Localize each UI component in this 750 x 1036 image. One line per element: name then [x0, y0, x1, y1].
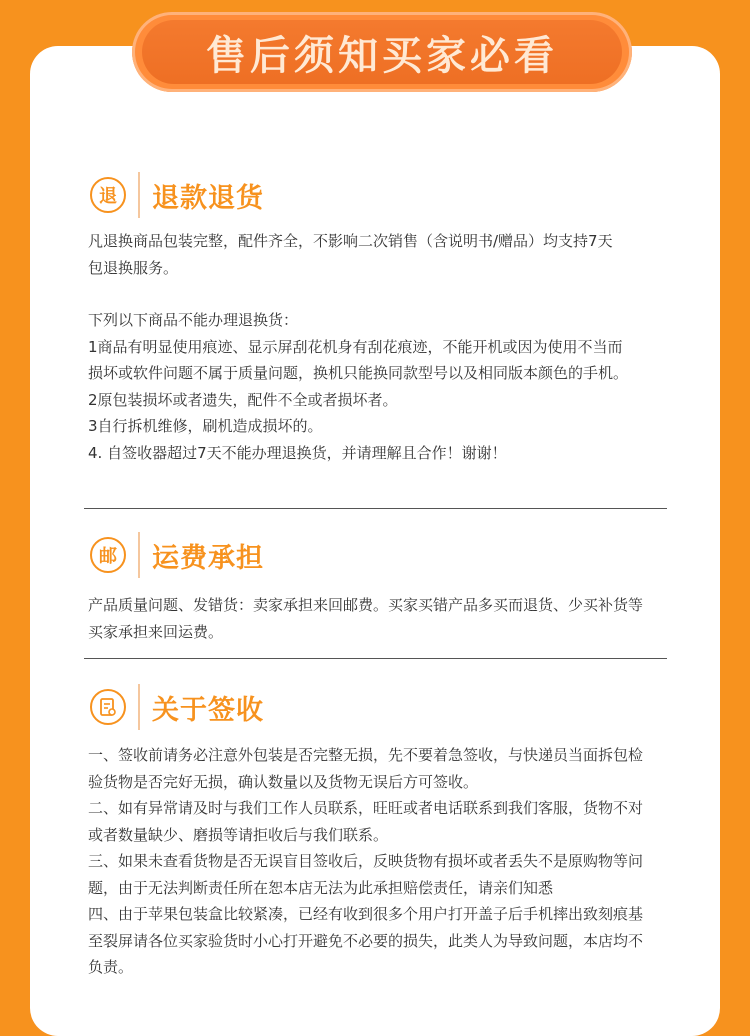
text-line: 3自行拆机维修，刷机造成损坏的。 [88, 417, 323, 435]
text-line: 1商品有明显使用痕迹、显示屏刮花机身有刮花痕迹，不能开机或因为使用不当而 [88, 337, 623, 356]
text-line: 买家承担来回运费。 [88, 622, 224, 641]
header-divider [138, 172, 140, 218]
mail-icon: 邮 [90, 537, 126, 573]
blank-line [88, 281, 678, 307]
text-line: 负责。 [88, 958, 134, 976]
text-line: 损坏或软件问题不属于质量问题，换机只能换同款型号以及相同版本颜色的手机。 [88, 364, 629, 382]
text-line: 验货物是否完好无损，确认数量以及货物无误后方可签收。 [88, 772, 479, 791]
text-line: 或者数量缺少、磨损等请拒收后与我们联系。 [88, 825, 389, 844]
text-line: 四、由于苹果包装盒比较紧凑，已经有收到很多个用户打开盖子后手机摔出致刻痕基 [88, 905, 644, 923]
refund-icon: 退 [90, 177, 126, 213]
clipboard-icon [99, 697, 117, 717]
header-divider [138, 684, 140, 730]
text-line: 2原包装损坏或者遗失，配件不全或者损坏者。 [88, 390, 398, 409]
title-banner [132, 12, 632, 92]
text-line: 至裂屏请各位买家验货时小心打开避免不必要的损失，此类人为导致问题，本店均不 [88, 931, 644, 950]
header-divider [138, 532, 140, 578]
section-refund-title: 退款退货 [152, 182, 264, 214]
text-line: 下列以下商品不能办理退换货： [88, 311, 299, 329]
text-line: 产品质量问题、发错货：卖家承担来回邮费。买家买错产品多买而退货、少买补货等 [88, 596, 644, 614]
section-refund-body [88, 228, 678, 466]
section-shipping-body [88, 592, 678, 645]
text-line: 凡退换商品包装完整，配件齐全，不影响二次销售（含说明书/赠品）均支持7天 [88, 232, 613, 250]
section-divider [84, 658, 667, 659]
text-line: 三、如果未查看货物是否无误盲目签收后，反映货物有损坏或者丢失不是原购物等问 [88, 852, 644, 870]
receipt-icon [90, 689, 126, 725]
section-shipping-header [90, 532, 264, 578]
text-line: 包退换服务。 [88, 258, 179, 277]
section-divider [84, 508, 667, 509]
section-signing-body [88, 742, 678, 981]
text-line: 二、如有异常请及时与我们工作人员联系，旺旺或者电话联系到我们客服，货物不对 [88, 799, 644, 817]
text-line: 题，由于无法判断责任所在恕本店无法为此承担赔偿责任，请亲们知悉 [88, 878, 554, 897]
section-shipping-title: 运费承担 [152, 542, 264, 574]
title-banner-inner [142, 20, 622, 84]
page-title: 售后须知买家必看 [206, 32, 558, 79]
section-signing-header [90, 684, 264, 730]
section-signing-title: 关于签收 [152, 694, 264, 726]
text-line: 一、签收前请务必注意外包装是否完整无损，先不要着急签收，与快递员当面拆包检 [88, 746, 644, 764]
text-line: 4. 自签收器超过7天不能办理退换货，并请理解且合作！谢谢！ [88, 443, 507, 462]
section-refund-header [90, 172, 264, 218]
